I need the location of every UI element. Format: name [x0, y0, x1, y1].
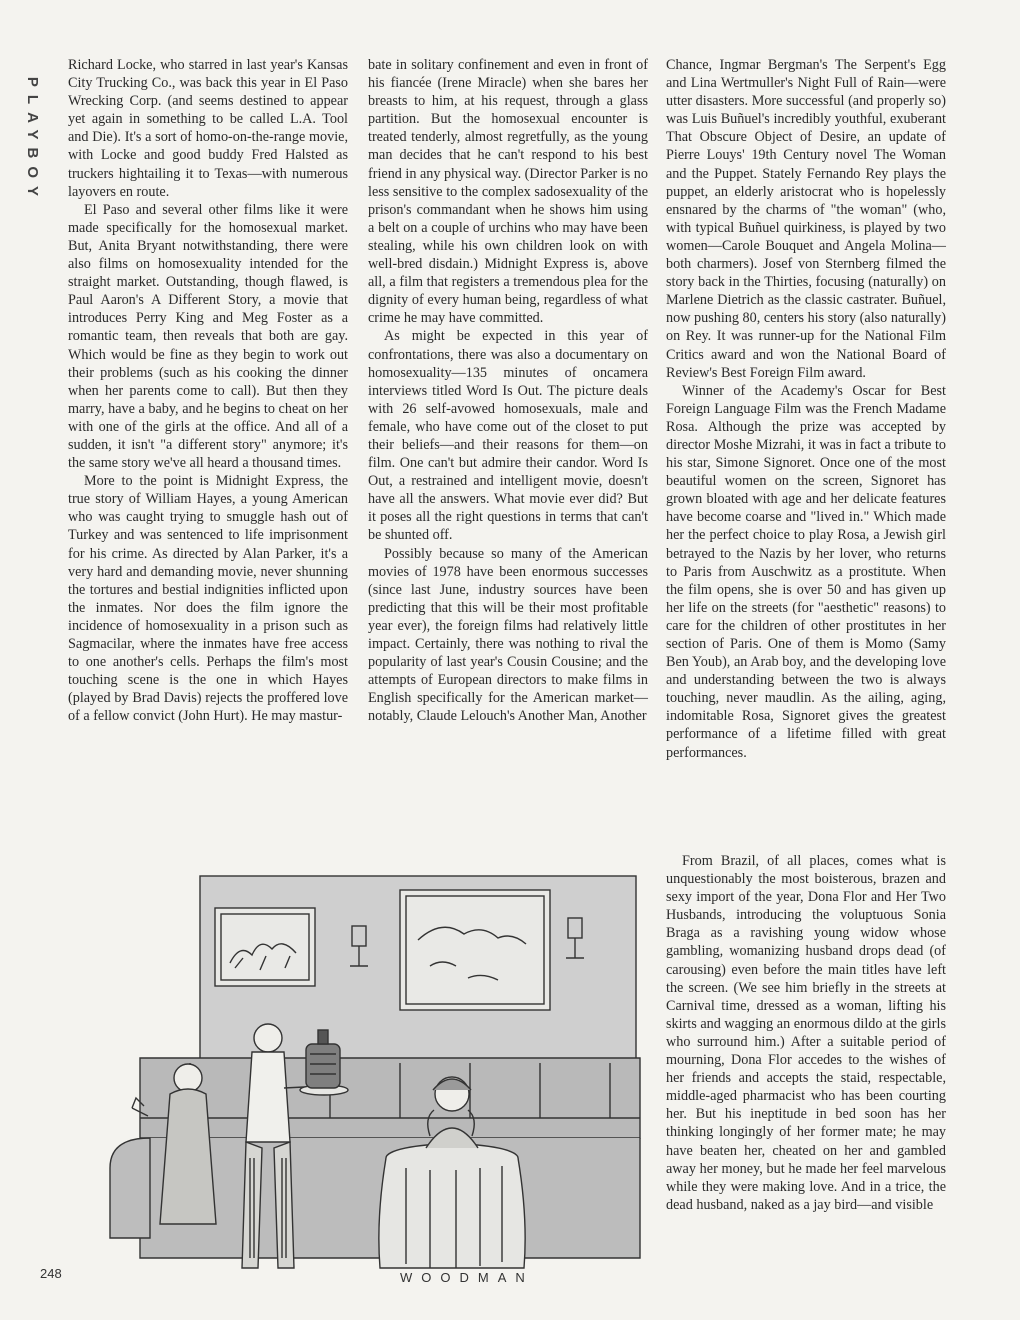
- magazine-title-vertical: [18, 60, 48, 220]
- framed-hunt-picture-left: [215, 908, 315, 986]
- article-column-3-lower: [666, 852, 946, 1214]
- framed-hunt-picture-right: [400, 890, 550, 1010]
- paragraph: Possibly because so many of the American movies of 1978 have been enormous successes (since last June, industry sources have been predicting that this will be their most profitable year ever), the foreign films had relatively little impact. Certainly, there was nothing to rival the popularity of last year's Cousin Cousine; and the attempts of European directors to make films in English specifically for the American market—notably, Claude Lelouch's Another Man, Another: [368, 545, 648, 725]
- article-column-2: [368, 56, 648, 725]
- paragraph: El Paso and several other films like it were made specifically for the homosexual market. But, Anita Bryant notwithstanding, there were also films on homosexuality intended for the straight market. Outstanding, though flawed, is Paul Aaron's A Different Story, a movie that introduces Perry King and Meg Foster as a romantic team, then reveals that both are gay. Which would be fine as they begin to work out their problems (such as his cooking the dinner when her parents come to call). But then they marry, have a baby, and he begins to cheat on her with one of the girls at the office. And all of a sudden, it isn't "a different story" anymore; it's the same story we've all heard a thousand times.: [68, 201, 348, 472]
- paragraph: Richard Locke, who starred in last year's Kansas City Trucking Co., was back this year in El Paso Wrecking Corp. (and seems destined to appear yet again in something to be called L.A. Tool and Die). It's a sort of homo-on-the-range movie, with Locke and good buddy Fred Halsted as truckers hightailing it to Texas—with numerous layovers en route.: [68, 57, 348, 200]
- magazine-title: PLAYBOY: [24, 76, 42, 204]
- paragraph: From Brazil, of all places, comes what is unquestionably the most boisterous, brazen and sexy import of the year, Dona Flor and Her Two Husbands, introducing the voluptuous Sonia Braga as a ravishing young widow whose gambling, womanizing husband drops dead (of carousing) even before the main titles have left the screen. (We see him briefly in the streets at Carnival time, dressed as a woman, lifting his skirts and wagging an enormous dildo at the girls who surround him.) After a suitable period of mourning, Dona Flor accedes to the wishes of her friends and accepts the staid, respectable, middle-aged pharmacist who has been courting her. But his ineptitude in bed soon has her thinking longingly of her former mate; he may have beaten her, cheated on her and gambled away her money, but he made her feel marvelous while they were making love. And in a trice, the dead husband, naked as a jay bird—and visible: [666, 853, 946, 1213]
- paragraph: Chance, Ingmar Bergman's The Serpent's Egg and Lina Wertmuller's Night Full of Rain—were utter disasters. More successful (and properly so) was Luis Buñuel's incredibly youthful, exuberant That Obscure Object of Desire, an update of Pierre Louys' 19th Century novel The Woman and the Puppet. Stately Fernando Rey plays the puppet, an elderly aristocrat who is hopelessly ensnared by the charms of "the woman" (who, with typical Buñuel quirkiness, is played by two women—Carole Bouquet and Angela Molina—both charmers). Josef von Sternberg filmed the story back in the Thirties, focusing (naturally) on Marlene Dietrich as the classic castrater. Buñuel, now pushing 80, centers his story (also naturally) on Rey. It was runner-up for the National Film Critics award and won the National Board of Review's Best Foreign Film award.: [666, 57, 946, 381]
- page-number: 248: [40, 1266, 62, 1281]
- article-column-3: [666, 56, 946, 762]
- paragraph: More to the point is Midnight Express, the true story of William Hayes, a young American who was caught trying to smuggle hash out of Turkey and was sentenced to life imprisonment for his crime. As directed by Alan Parker, it's a very hard and demanding movie, never shunning the tortures and bestial indignities inflicted upon the inmates. Nor does the film ignore the incidence of homosexuality in a prison such as Sagmacilar, where the inmates have free access to one another's cells. Perhaps the film's most touching scene is the one in which Hayes (played by Brad Davis) rejects the proffered love of a fellow convict (John Hurt). He may mastur-: [68, 473, 348, 725]
- cartoon-illustration: [100, 868, 648, 1298]
- paragraph: Winner of the Academy's Oscar for Best Foreign Language Film was the French Madame Rosa. Although the prize was accepted by director Moshe Mizrahi, it was in fact a tribute to his star, Simone Signoret. Once one of the most beautiful women on the screen, Signoret has grown bloated with age and her delicate features have become coarse and "lived in." Which made her the perfect choice to play Rosa, a Jewish girl betrayed to the Nazis by her lover, who returns to Paris from Auschwitz as a prostitute. When the film opens, she is over 50 and has given up her life on the streets (for "aesthetic" reasons) to care for the children of other prostitutes in her section of Paris. One of them is Momo (Samy Ben Youb), an Arab boy, and the developing love and understanding between the two is always touching, never maudlin. As the ailing, aging, indomitable Rosa, Signoret gives the greatest performance of a lifetime filled with great performances.: [666, 382, 946, 761]
- paragraph: As might be expected in this year of confrontations, there was also a documentary on homosexuality—135 minutes of oncamera interviews titled Word Is Out. The picture deals with 26 self-avowed homosexuals, male and female, who have come out of the closet to put their beliefs—and their reasons for them—on film. One can't but admire their candor. Word Is Out, a restrained and intelligent movie, doesn't have all the answers. What movie ever did? But it poses all the right questions in terms that can't be shunted off.: [368, 328, 648, 544]
- table-with-tablecloth: [379, 1144, 525, 1268]
- article-column-1: [68, 56, 348, 725]
- cartoon-signature: WOODMAN: [400, 1270, 534, 1285]
- paragraph: bate in solitary confinement and even in front of his fiancée (Irene Miracle) when she bares her breasts to him, at his request, through a glass partition. But the homosexual encounter is treated tenderly, almost regretfully, as the young man decides that he can't respond to his best friend in any physical way. (Director Parker is no less sensitive to the complex sadosexuality of the prison's commandant when he shows him using a belt on a couple of urchins who may have been stealing, while his own children look on with well-bred disdain.) Midnight Express is, above all, a film that registers a tremendous plea for the dignity of every human being, regardless of what crime he may have committed.: [368, 57, 648, 327]
